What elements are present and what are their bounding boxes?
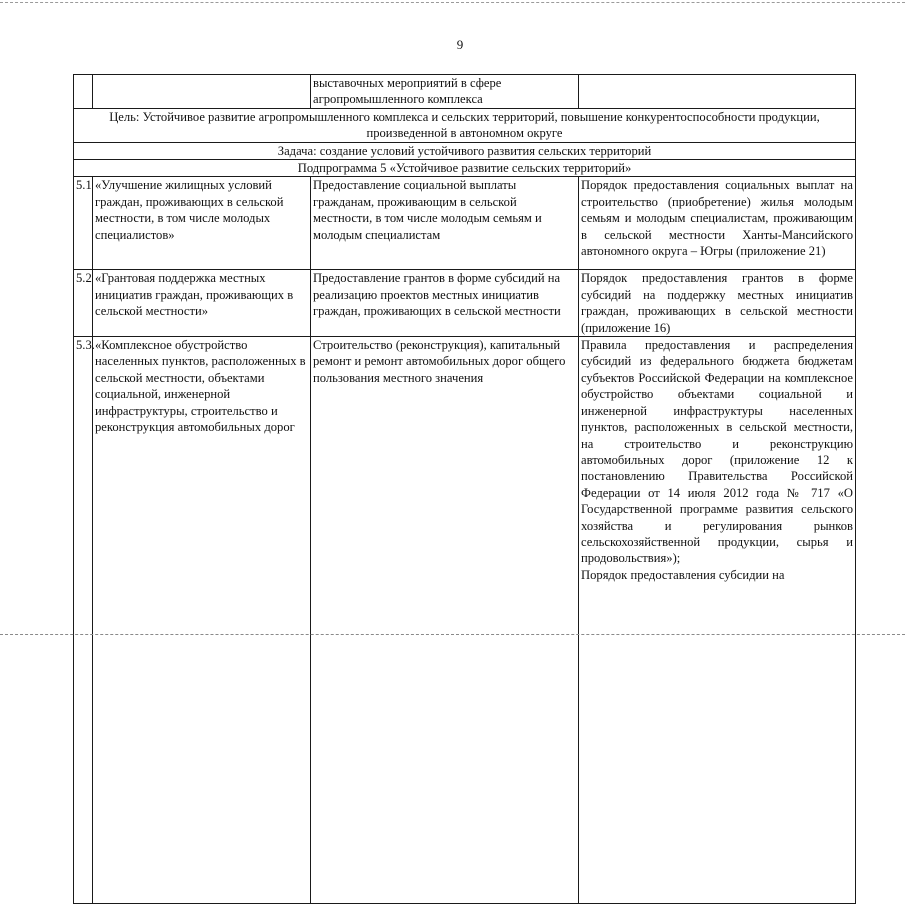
- regulating-document: [579, 337, 856, 904]
- cell-num: [74, 75, 93, 109]
- goal-text: Цель: Устойчивое развитие агропромышленного комплекса и сельских территорий, повышение конкурентоспособности продукции, произведенной в автономном округе: [74, 108, 856, 142]
- table-row: [74, 337, 856, 904]
- scan-top-edge: [0, 2, 905, 3]
- cell-doc: [579, 75, 856, 109]
- table-row-continued: [74, 75, 856, 109]
- row-number: 5.3.: [74, 337, 93, 904]
- regulating-document: Порядок предоставления социальных выплат на строительство (приобретение) жилья молодым семьям и молодым специалистам, проживающим в сельской местности Ханты-Мансийского автономного округа – Югры (приложение 21): [579, 177, 856, 270]
- event-name: «Грантовая поддержка местных инициатив граждан, проживающих в сельской местности»: [93, 270, 311, 337]
- event-measure: Предоставление грантов в форме субсидий на реализацию проектов местных инициатив граждан, проживающих в сельской местности: [311, 270, 579, 337]
- row-number: 5.1: [74, 177, 93, 270]
- regulating-document: Порядок предоставления грантов в форме субсидий на поддержку местных инициатив граждан, проживающих в сельской местности (приложение 16): [579, 270, 856, 337]
- cell-name: [93, 75, 311, 109]
- task-row: [74, 142, 856, 159]
- event-measure: Предоставление социальной выплаты гражданам, проживающим в сельской местности, в том числе молодым семьям и молодым специалистам: [311, 177, 579, 270]
- subprogram-title: Подпрограмма 5 «Устойчивое развитие сельских территорий»: [74, 160, 856, 177]
- regulating-document-continued: Порядок предоставления субсидии на: [581, 567, 785, 582]
- subprogram-row: [74, 160, 856, 177]
- table-row: [74, 270, 856, 337]
- task-text: Задача: создание условий устойчивого развития сельских территорий: [74, 142, 856, 159]
- program-measures-table: [73, 74, 856, 904]
- regulating-document-text: Правила предоставления и распределения субсидий из федерального бюджета бюджетам субъектов Российской Федерации на комплексное обустройство объектами социальной и инженерной инфраструктуры населенных пунктов, расположенных в сельской местности, на строительство и реконструкцию автомобильных дорог (приложение 12 к постановлению Правительства Российской Федерации от 14 июля 2012 года № 717 «О Государственной программе развития сельского хозяйства и регулирования рынков сельскохозяйственной продукции, сырья и продовольствия»);: [581, 338, 853, 566]
- scan-bottom-edge: [0, 634, 905, 635]
- table-row: [74, 177, 856, 270]
- cell-measure: выставочных мероприятий в сфере агропромышленного комплекса: [311, 75, 579, 109]
- page-number: 9: [456, 37, 464, 52]
- event-measure: Строительство (реконструкция), капитальный ремонт и ремонт автомобильных дорог общего пользования местного значения: [311, 337, 579, 904]
- event-name: «Комплексное обустройство населенных пунктов, расположенных в сельской местности, объектами социальной, инженерной инфраструктуры, строительство и реконструкция автомобильных дорог: [93, 337, 311, 904]
- goal-row: [74, 108, 856, 142]
- event-name: «Улучшение жилищных условий граждан, проживающих в сельской местности, в том числе молодых специалистов»: [93, 177, 311, 270]
- row-number: 5.2: [74, 270, 93, 337]
